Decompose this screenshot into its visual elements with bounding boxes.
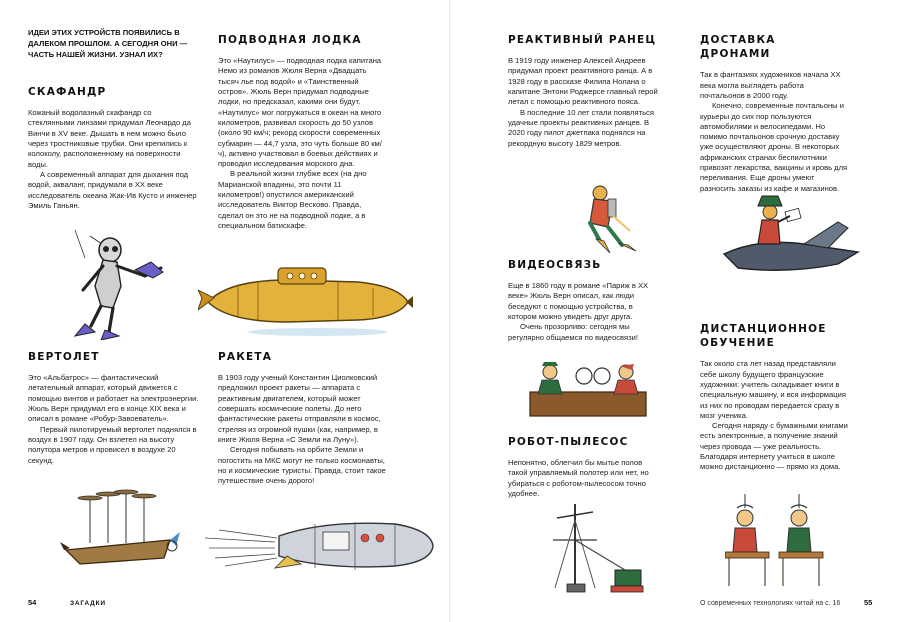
section-paragraph: В 1919 году инженер Алексей Андреев придумал проект реактивного ранца. А в 1928 году в рассказе Филипа Нолана о капитане Энтони Роджерсе главный герой летал с помощью реактивного пояса. <box>508 56 658 107</box>
section-title: РАКЕТА <box>218 351 273 363</box>
diver-illustration <box>65 228 170 340</box>
section-title: РОБОТ-ПЫЛЕСОС <box>508 436 629 448</box>
section-paragraph: Еще в 1860 году в романе «Париж в XX веке» Жюль Верн описал, как люди беседуют с помощью устройства, в котором можно увидеть друг друга. <box>508 281 649 322</box>
page-number-right: 55 <box>864 598 873 607</box>
section-paragraph: В 1903 году ученый Константин Циолковский предложил проект ракеты — аппарата с реактивным двигателем, который может совершать космические полеты. До него фантастические ракеты отправляли в космос, стреляя из огромной пушки (как, например, в книге Жюля Верна «С Земли на Луну»). <box>218 373 381 444</box>
section-rocket <box>218 350 390 486</box>
section-paragraph: В реальной жизни глубже всех (на дно Марианской впадины, это почти 11 километров!) опустился американский исследователь Виктор Весково. Правда, сделал он это не на подводной лодке, а в специальном батискафе. <box>218 169 367 230</box>
videocall-illustration <box>528 358 648 418</box>
section-remote-learning <box>700 322 850 473</box>
section-jetpack <box>508 33 658 149</box>
section-paragraph: Кожаный водолазный скафандр со стеклянными линзами придумал Леонардо да Винчи в XV веке. Дышать в нем можно было через тростниковые трубки. Они крепились к колоколу, расположенному на поверхности воды. <box>28 108 191 169</box>
section-submarine <box>218 33 388 231</box>
intro-block <box>28 27 190 60</box>
page-number-left: 54 <box>28 598 37 607</box>
intro-text: ИДЕИ ЭТИХ УСТРОЙСТВ ПОЯВИЛИСЬ В ДАЛЕКОМ ПРОШЛОМ. А СЕГОДНЯ ОНИ — ЧАСТЬ НАШЕЙ ЖИЗНИ. УЗНАЛ ИХ? <box>28 28 188 59</box>
page-gutter <box>449 0 451 622</box>
section-helicopter <box>28 350 200 466</box>
section-title: ПОДВОДНАЯ ЛОДКА <box>218 34 362 46</box>
section-paragraph: Так в фантазиях художников начала XX века могла выглядеть работа почтальонов в 2000 году. <box>700 70 841 100</box>
section-paragraph: Так около ста лет назад представляли себе школу будущего французские художники: учитель складывает книги в специальную машину, и вся информация из них по проводам передается сразу в мозг ученика. <box>700 359 846 420</box>
section-title: ДОСТАВКА ДРОНАМИ <box>700 34 776 61</box>
classroom-illustration <box>725 494 831 588</box>
section-title: ДИСТАНЦИОННОЕ ОБУЧЕНИЕ <box>700 323 827 350</box>
floor-polisher-illustration <box>545 500 645 596</box>
section-diving <box>28 85 198 211</box>
section-title: ВИДЕОСВЯЗЬ <box>508 259 602 271</box>
drone-delivery-illustration <box>718 182 860 278</box>
section-title: ВЕРТОЛЕТ <box>28 351 100 363</box>
rocket-illustration <box>205 508 435 584</box>
running-header: ЗАГАДКИ <box>70 600 106 607</box>
section-paragraph: Это «Альбатрос» — фантастический летательный аппарат, который движется с помощью винтов и работает на электроэнергии. Жюль Верн придумал его в конце XIX века и описал в романе «Робур-Завоеватель». <box>28 373 199 424</box>
section-drones <box>700 33 850 194</box>
section-paragraph: А современный аппарат для дыхания под водой, акваланг, придумали в XX веке исследователь океана Жак-Ив Кусто и инженер Эмиль Ганьян. <box>28 169 197 210</box>
section-robot <box>508 435 658 499</box>
section-paragraph: Очень прозорливо: сегодня мы регулярно общаемся по видеосвязи! <box>508 322 638 342</box>
section-title: РЕАКТИВНЫЙ РАНЕЦ <box>508 34 657 46</box>
airship-illustration <box>60 488 180 584</box>
section-paragraph: Это «Наутилус» — подводная лодка капитана Немо из романов Жюля Верна «Двадцать тысяч лье под водой» и «Таинственный остров». Жюль Верн придумал подводные лодки, но предсказал, какими они будут. «Наутилус» мог погружаться в океан на много километров, развивал скорость до 50 узлов (около 90 км/ч; рекорд скорости современных субмарин — 44,7 узла, это чуть больше 80 км/ч), активно участвовал в боевых действиях и проводил исследования морского дна. <box>218 56 382 169</box>
jetpack-illustration <box>578 183 644 253</box>
submarine-illustration <box>198 262 413 340</box>
section-paragraph: Конечно, современные почтальоны и курьеры до сих пор пользуются автомобилями и велосипедами. Но помимо почтальонов срочную доставку уже осуществляют дроны. В некоторых африканских странах беспилотники привозят лекарства, вакцины и кровь для переливания. Еще дроны умеют разносить заказы из кафе и магазинов. <box>700 101 848 193</box>
section-title: СКАФАНДР <box>28 86 107 98</box>
cross-reference: О современных технологиях читай на с. 16 <box>700 600 841 607</box>
section-video <box>508 258 658 343</box>
section-paragraph: Сегодня наряду с бумажными книгами есть электронные, а получение знаний через провода — уже реальность. Благодаря интернету учиться в школе можно дистанционно — прямо из дома. <box>700 421 848 472</box>
section-paragraph: В последние 10 лет стали появляться удачные проекты реактивных ранцев. В 2020 году пилот джетпака поднялся на рекордную высоту 1829 метров. <box>508 107 654 148</box>
section-paragraph: Непонятно, облегчил бы мытье полов такой управляемый полотер или нет, но убираться с роботом-пылесосом точно удобнее. <box>508 458 649 499</box>
section-paragraph: Первый пилотируемый вертолет поднялся в воздух в 1907 году. Он взлетел на высоту полутора метров и провисел в воздухе 20 секунд. <box>28 424 197 465</box>
section-paragraph: Сегодня побывать на орбите Земли и погостить на МКС могут не только космонавты, но и космические туристы. Правда, стоит такое путешествие очень дорого! <box>218 445 386 486</box>
